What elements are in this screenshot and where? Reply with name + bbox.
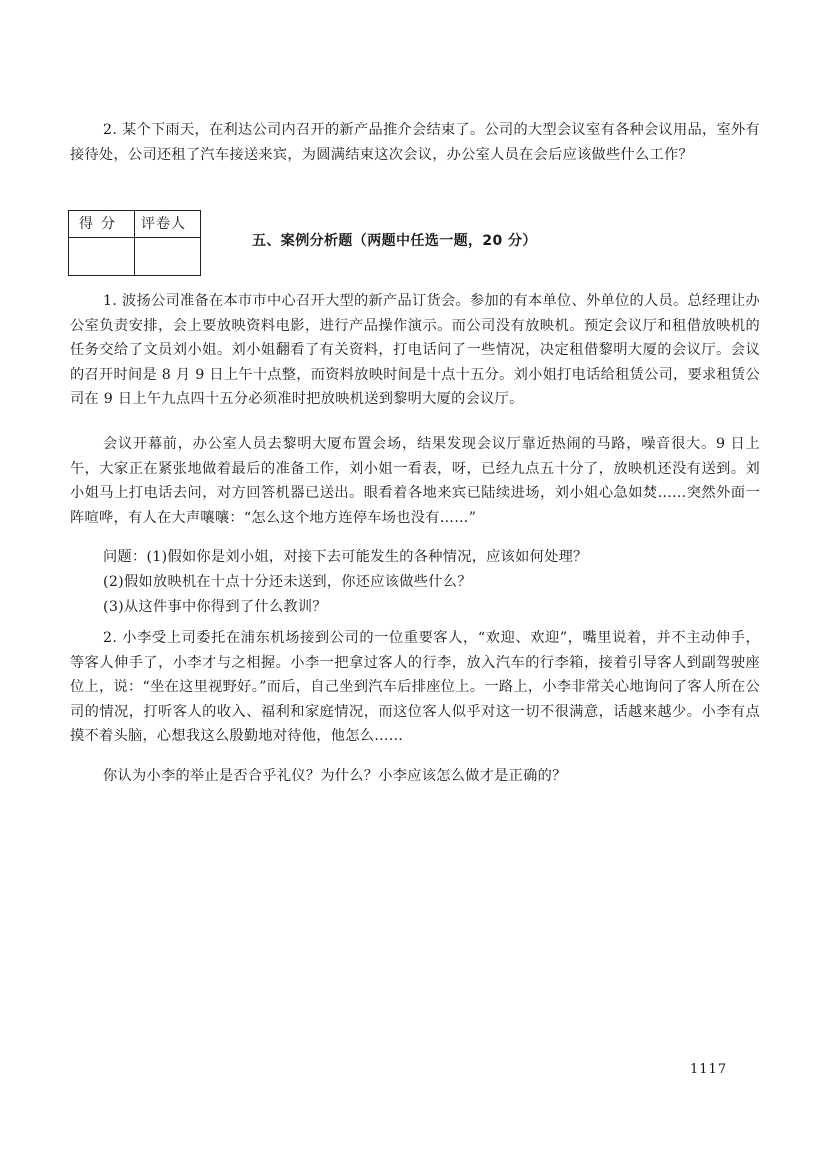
grader-value-cell — [135, 238, 200, 275]
score-label: 得分 — [79, 216, 123, 232]
case-1-question-2: (2)假如放映机在十点十分还未送到，你还应该做些什么？ — [103, 574, 472, 590]
case-2-paragraph-1: 2. 小李受上司委托在浦东机场接到公司的一位重要客人，“欢迎、欢迎”，嘴里说着，并不主动伸手，等客人伸手了，小李才与之相握。小李一把拿过客人的行李，放入汽车的行李箱，接着引导客人到副驾驶座位上，说：“坐在这里视野好。”而后，自己坐到汽车后排座位上。一路上，小李非常关心地询问了客人所在公司的情况，打听客人的收入、福利和家庭情况，而这位客人似乎对这一切不很满意，话越来越少。小李有点摸不着头脑，心想我这么殷勤地对待他，他怎么…… — [70, 630, 760, 745]
case-2-question: 你认为小李的举止是否合乎礼仪？为什么？小李应该怎么做才是正确的？ — [103, 768, 567, 784]
case-1-paragraph-2: 会议开幕前，办公室人员去黎明大厦布置会场，结果发现会议厅靠近热闹的马路，噪音很大。9 日上午，大家正在紧张地做着最后的准备工作，刘小姐一看表，呀，已经九点五十分了，放映机还没有送到。刘小姐马上打电话去问，对方回答机器已送出。眼看着各地来宾已陆续进场，刘小姐心急如焚……突然外面一阵喧哗，有人在大声嚷嚷：“怎么这个地方连停车场也没有……” — [70, 436, 760, 526]
page-number: 1117 — [690, 1062, 728, 1077]
case-1-paragraph-1: 1. 波扬公司准备在本市市中心召开大型的新产品订货会。参加的有本单位、外单位的人员。总经理让办公室负责安排，会上要放映资料电影，进行产品操作演示。而公司没有放映机。预定会议厅和租借放映机的任务交给了文员刘小姐。刘小姐翻看了有关资料，打电话问了一些情况，决定租借黎明大厦的会议厅。会议的召开时间是 8 月 9 日上午十点整，而资料放映时间是十点十五分。刘小姐打电话给租赁公司，要求租赁公司在 9 日上午九点四十五分必须准时把放映机送到黎明大厦的会议厅。 — [70, 293, 760, 408]
case-1-question-3: (3)从这件事中你得到了什么教训？ — [103, 599, 327, 615]
score-table — [68, 210, 201, 276]
question-2-text: 2. 某个下雨天，在利达公司内召开的新产品推介会结束了。公司的大型会议室有各种会议用品，室外有接待处，公司还租了汽车接送来宾，为圆满结束这次会议，办公室人员在会后应该做些什么工作？ — [70, 122, 760, 163]
case-1-question-1: 问题：(1)假如你是刘小姐，对接下去可能发生的各种情况，应该如何处理？ — [103, 549, 588, 565]
section-five-heading: 五、案例分析题（两题中任选一题，20 分） — [252, 233, 537, 249]
score-value-cell — [69, 238, 133, 275]
grader-label: 评卷人 — [141, 216, 186, 232]
